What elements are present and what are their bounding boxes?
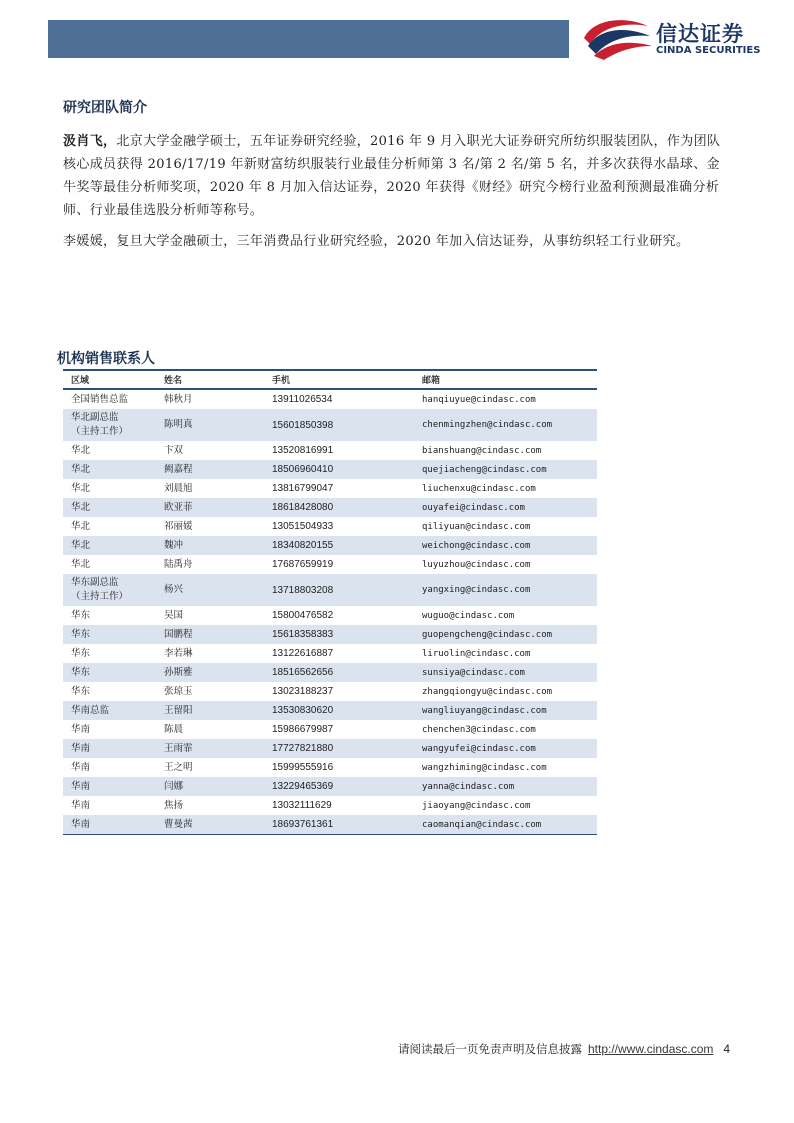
team-member-name: 汲肖飞，: [63, 134, 117, 149]
contact-region: 华南: [71, 818, 91, 830]
table-row: [63, 701, 597, 720]
contact-region: 华南总监: [71, 704, 110, 716]
table-row: [63, 498, 597, 517]
contact-name: 闫娜: [164, 780, 184, 792]
contact-phone: 13032111629: [272, 800, 332, 811]
table-row: [63, 796, 597, 815]
logo-chinese-text: 信达证券: [656, 22, 744, 46]
table-row: [63, 441, 597, 460]
contact-region: 华南: [71, 780, 91, 792]
contact-phone: 18516562656: [272, 667, 334, 678]
contact-email: wangliuyang@cindasc.com: [422, 705, 547, 716]
contact-region: 华东副总监 （主持工作）: [71, 577, 129, 602]
team-member-bio-text: 李媛媛，复旦大学金融硕士，三年消费品行业研究经验，2020 年加入信达证券，从事纺织轻工行业研究。: [63, 234, 690, 249]
table-row: [63, 758, 597, 777]
table-row: [63, 815, 597, 835]
contact-name: 欧亚菲: [164, 501, 193, 513]
contact-name: 王雨霏: [164, 742, 193, 754]
column-header-phone: 手机: [272, 376, 291, 386]
footer-disclaimer: 请阅读最后一页免责声明及信息披露: [398, 1042, 582, 1056]
contact-name: 韩秋月: [164, 393, 193, 405]
cinda-logo-icon: [580, 16, 654, 62]
contact-phone: 18340820155: [272, 540, 334, 551]
contact-phone: 17727821880: [272, 743, 334, 754]
contact-phone: 13023188237: [272, 686, 334, 697]
contact-name: 孙斯雅: [164, 666, 193, 678]
contact-email: liuchenxu@cindasc.com: [422, 483, 536, 494]
contact-phone: 15986679987: [272, 724, 334, 735]
column-header-region: 区域: [71, 376, 90, 386]
contact-phone: 13718803208: [272, 584, 334, 596]
footer-website-link[interactable]: http://www.cindasc.com: [588, 1042, 714, 1056]
contact-region: 华北: [71, 520, 91, 532]
footer: [398, 1041, 730, 1057]
table-row: [63, 574, 597, 606]
contact-email: luyuzhou@cindasc.com: [422, 559, 531, 570]
contact-phone: 18693761361: [272, 819, 334, 830]
contact-email: wuguo@cindasc.com: [422, 610, 515, 621]
contact-phone: 18618428080: [272, 502, 334, 513]
contact-email: liruolin@cindasc.com: [422, 648, 531, 659]
contact-name: 陈明真: [164, 419, 193, 430]
contact-phone: 15618358383: [272, 629, 334, 640]
contact-phone: 13816799047: [272, 483, 334, 494]
contact-region: 华北: [71, 558, 91, 570]
table-row: [63, 739, 597, 758]
contact-name: 刘晨旭: [164, 482, 193, 494]
contact-email: bianshuang@cindasc.com: [422, 445, 542, 456]
table-row: [63, 409, 597, 441]
cinda-logo: [580, 14, 780, 64]
page-number: 4: [723, 1042, 731, 1056]
contact-name: 陆禹舟: [164, 558, 193, 570]
contact-phone: 13520816991: [272, 445, 334, 456]
column-header-email: 邮箱: [422, 376, 441, 386]
contact-name: 李若琳: [164, 647, 193, 659]
table-row: [63, 536, 597, 555]
table-row: [63, 625, 597, 644]
contacts-table-body: [63, 389, 597, 835]
contact-email: ouyafei@cindasc.com: [422, 502, 525, 513]
team-member-bio-text: 北京大学金融学硕士，五年证券研究经验，2016 年 9 月入职光大证券研究所纺织服装团队，作为团队核心成员获得 2016/17/19 年新财富纺织服装行业最佳分析师第 3 名/第 2 名/第 5 名，并多次获得水晶球、金牛奖等最佳分析师奖项，2020 年 8 月加入信达证券，2020 年获得《财经》研究今榜行业盈利预测最准确分析师、行业最佳选股分析师等称号。: [63, 134, 721, 218]
contact-region: 华北: [71, 501, 91, 513]
table-row: [63, 777, 597, 796]
contact-email: sunsiya@cindasc.com: [422, 667, 525, 678]
header-bar: [48, 20, 569, 58]
contact-email: zhangqiongyu@cindasc.com: [422, 686, 553, 697]
table-row: [63, 460, 597, 479]
contact-region: 华南: [71, 761, 91, 773]
contact-phone: 15800476582: [272, 610, 334, 621]
contact-email: caomanqian@cindasc.com: [422, 819, 542, 830]
contact-phone: 13911026534: [272, 394, 333, 405]
contact-name: 王之明: [164, 761, 193, 773]
contact-name: 卞双: [164, 444, 184, 456]
contacts-table-header: [63, 370, 597, 389]
contact-region: 华东: [71, 666, 91, 678]
contact-name: 杨兴: [164, 584, 184, 595]
contact-email: yanna@cindasc.com: [422, 781, 515, 792]
table-row: [63, 720, 597, 739]
contact-name: 阙嘉程: [164, 463, 193, 475]
team-section-title: 研究团队简介: [63, 100, 147, 116]
team-member-bio: [63, 130, 723, 222]
contact-region: 华东: [71, 647, 91, 659]
contact-phone: 15601850398: [272, 419, 334, 431]
contact-name: 祁丽媛: [164, 520, 193, 532]
table-row: [63, 479, 597, 498]
contact-name: 陈晨: [164, 723, 184, 735]
contact-region: 华南: [71, 742, 91, 754]
contact-region: 华北: [71, 482, 91, 494]
contact-email: jiaoyang@cindasc.com: [422, 800, 531, 811]
contact-region: 华东: [71, 609, 91, 621]
contact-region: 华东: [71, 685, 91, 697]
contact-region: 全国销售总监: [71, 393, 129, 405]
contact-phone: 13229465369: [272, 781, 334, 792]
contact-phone: 13051504933: [272, 521, 334, 532]
contact-email: qiliyuan@cindasc.com: [422, 521, 531, 532]
contact-email: chenchen3@cindasc.com: [422, 724, 536, 735]
contact-phone: 17687659919: [272, 559, 334, 570]
contact-name: 焦扬: [164, 799, 184, 811]
table-row: [63, 606, 597, 625]
table-row: [63, 644, 597, 663]
contact-name: 吴国: [164, 609, 184, 621]
contact-email: wangyufei@cindasc.com: [422, 743, 536, 754]
contact-name: 曹曼茜: [164, 818, 193, 830]
table-row: [63, 682, 597, 701]
contacts-table: [63, 369, 597, 835]
contact-phone: 18506960410: [272, 464, 334, 475]
contact-email: guopengcheng@cindasc.com: [422, 629, 553, 640]
contact-name: 王留阳: [164, 704, 193, 716]
contact-name: 张琼玉: [164, 685, 193, 697]
contact-name: 魏冲: [164, 539, 184, 551]
table-row: [63, 517, 597, 536]
contact-email: hanqiuyue@cindasc.com: [422, 394, 536, 405]
contact-region: 华北: [71, 539, 91, 551]
contact-name: 国鹏程: [164, 628, 193, 640]
table-row: [63, 663, 597, 682]
contact-email: chenmingzhen@cindasc.com: [422, 420, 553, 430]
contact-email: wangzhiming@cindasc.com: [422, 762, 547, 773]
contact-region: 华南: [71, 799, 91, 811]
contact-phone: 15999555916: [272, 762, 334, 773]
contact-email: quejiacheng@cindasc.com: [422, 464, 547, 475]
contact-phone: 13530830620: [272, 705, 334, 716]
contact-email: yangxing@cindasc.com: [422, 585, 531, 595]
table-row: [63, 389, 597, 409]
table-row: [63, 555, 597, 574]
contact-region: 华东: [71, 628, 91, 640]
team-member-bio: [63, 230, 723, 253]
contact-region: 华北: [71, 463, 91, 475]
contacts-section-title: 机构销售联系人: [57, 351, 155, 367]
contact-region: 华北: [71, 444, 91, 456]
contact-phone: 13122616887: [272, 648, 334, 659]
contact-region: 华北副总监 （主持工作）: [71, 412, 129, 437]
contact-email: weichong@cindasc.com: [422, 540, 531, 551]
contact-region: 华南: [71, 723, 91, 735]
column-header-name: 姓名: [164, 376, 183, 386]
logo-english-text: CINDA SECURITIES: [656, 45, 761, 56]
